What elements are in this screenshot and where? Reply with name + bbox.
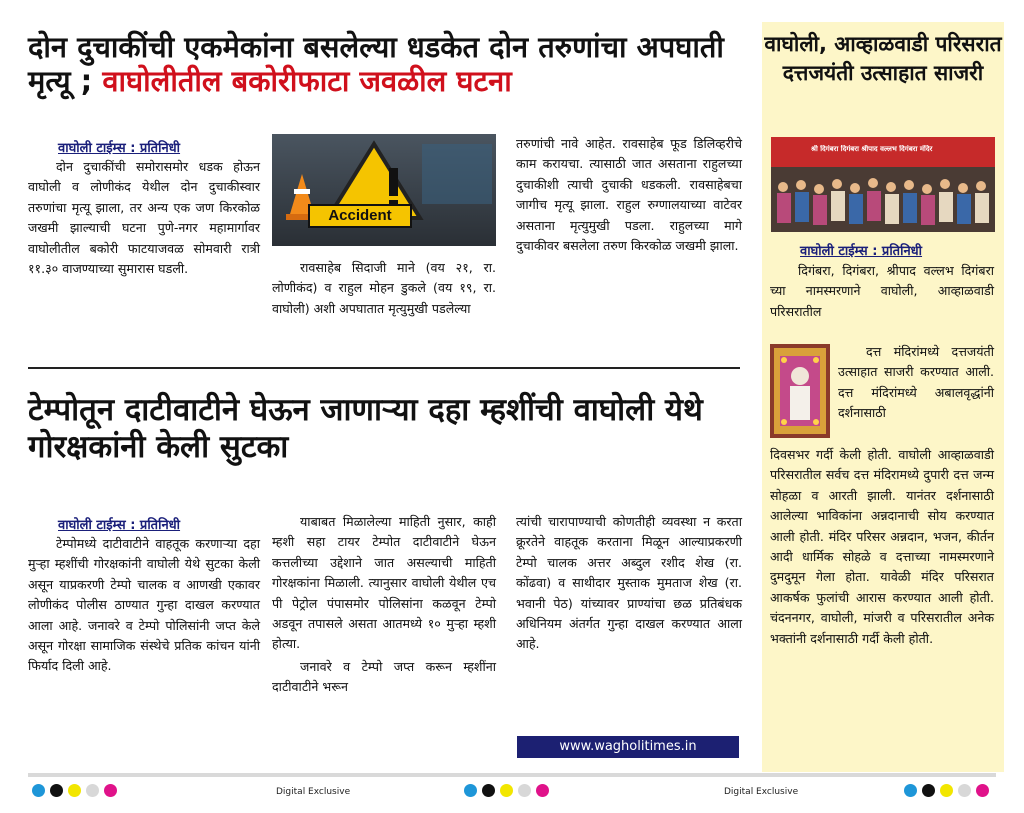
footer-label-center: Digital Exclusive [276,787,351,797]
color-dots-left [32,784,117,797]
article1-byline: वाघोली टाईम्स : प्रतिनिधी [58,141,181,156]
color-dot [536,784,549,797]
accident-photo [272,134,496,246]
article1-col2: रावसाहेब सिदाजी माने (वय २१, रा. लोणीकंद) व राहुल मोहन डुकले (वय १९, रा. वाघोली) अशी अपघातात मृत्युमुखी पडलेल्या [272,260,496,316]
sidebar-byline: वाघोली टाईम्स : प्रतिनिधी [800,244,923,259]
deity-photo [770,344,830,438]
article1-col3: तरुणांची नावे आहेत. रावसाहेब फूड डिलिव्हरीचे काम करायचा. त्यासाठी जात असताना राहुलच्या दुचाकीशी त्याची दुचाकी धडकली. रावसाहेबचा जागीच मृत्यू झाला. राहुल रुग्णालयाच्या वाटेवर असताना मृत्युमुखी पडला. राहुलच्या मागे दुचाकीवर बसलेला तरुण किरकोळ जखमी झाला. [516,136,742,254]
sidebar-wrap-text: दत्त मंदिरांमध्ये दत्तजयंती उत्साहात साजरी करण्यात आली. दत्त मंदिरांमध्ये अबालवृद्धांनी दर्शनासाठी [838,344,994,421]
section-divider [28,367,740,369]
color-dot [32,784,45,797]
article2-col3: त्यांची चारापाण्याची कोणतीही व्यवस्था न करता क्रूरतेने वाहतूक करताना मिळून आल्याप्रकरणी टेम्पो चालक अत्तर अब्दुल रशीद शेख (रा. कोंढवा) व साथीदार मुस्ताक मुमताज शेख (रा. भवानी पेठ) यांच्यावर प्राण्यांचा छळ प्रतिबंधक अधिनियम अंतर्गत गुन्हा दाखल करण्यात आला आहे. [516,514,742,652]
accident-label: Accident [308,204,412,228]
color-dot [86,784,99,797]
article2-byline: वाघोली टाईम्स : प्रतिनिधी [58,518,181,533]
temple-banner-text: श्री दिगंबरा दिगंबरा श्रीपाद वल्लभ दिगंबरा मंदिर [811,145,933,153]
color-dot [482,784,495,797]
color-dots-center [464,784,549,797]
bottom-bar [28,773,996,777]
color-dot [464,784,477,797]
article2-col1: टेम्पोमध्ये दाटीवाटीने वाहतूक करणाऱ्या दहा मुऱ्हा म्हशींची गोरक्षकांनी वाघोली येथे सुटका केली असून याप्रकरणी टेम्पो चालक व आणखी एकावर लोणीकंद पोलीस ठाण्यात गुन्हा दाखल करण्यात आला आहे. जनावरे व टेम्पो पोलिसांनी जप्त केले असून गोरक्षा सामाजिक संस्थेचे प्रतिक कांचन यांनी फिर्याद दिली आहे. [28,536,260,674]
article1-headline-main: दोन दुचाकींची एकमेकांना बसलेल्या धडकेत दोन तरुणांचा अपघाती मृत्यू ; [28,30,724,99]
article2-headline: टेम्पोतून दाटीवाटीने घेऊन जाणाऱ्या दहा म्हशींची वाघोली येथे गोरक्षकांनी केली सुटका [28,392,703,465]
article1-headline-highlight: वाघोलीतील बकोरीफाटा जवळील घटना [102,64,512,99]
color-dot [976,784,989,797]
article2-col2: याबाबत मिळालेल्या माहिती नुसार, काही म्हशी सहा टायर टेम्पोत दाटीवाटीने घेऊन कत्तलीच्या उद्देशाने जात असल्याची माहिती गोरक्षकांना मिळाली. त्यानुसार वाघोली येथील एच पी पेट्रोल पंपासमोर पोलिसांना कळवून टेम्पो अडवून तपासले असता आतमध्ये १० मुऱ्हा म्हशी होत्या. जनावरे व टेम्पो जप्त करून म्हशींना दाटीवाटीने भरून [272,514,496,695]
sidebar-headline: वाघोली, आव्हाळवाडी परिसरात दत्तजयंती उत्साहात साजरी [764,32,1002,85]
color-dots-right [904,784,989,797]
color-dot [104,784,117,797]
sidebar-body: दिवसभर गर्दी केली होती. वाघोली आव्हाळवाडी परिसरातील सर्वच दत्त मंदिरामध्ये दुपारी दत्त जन्म सोहळा व आरती झाली. यानंतर दर्शनासाठी आलेल्या भाविकांना अन्नदानाची सोय करण्यात आली होती. मंदिर परिसर अन्नदान, भजन, कीर्तन आदी धार्मिक सोहळे व दत्ताच्या नामस्मरणाने दुमदुमून गेला होता. यावेळी मंदिर परिसरात आकर्षक फुलांची आरास करण्यात आली होती. चंदननगर, वाघोली, मांजरी व परिसरातील अनेक भक्तांनी दर्शनासाठी गर्दी केली होती. [770,447,994,646]
color-dot [958,784,971,797]
crowd-photo [771,137,995,232]
color-dot [68,784,81,797]
color-dot [518,784,531,797]
article1-headline [28,30,748,98]
color-dot [940,784,953,797]
color-dot [922,784,935,797]
color-dot [500,784,513,797]
footer-label-right: Digital Exclusive [724,787,799,797]
color-dot [50,784,63,797]
article1-col1: दोन दुचाकींची समोरासमोर धडक होऊन वाघोली व लोणीकंद येथील दोन दुचाकीस्वार तरुणांचा मृत्यू झाला, तर अन्य एक जण किरकोळ जखमी झाल्याची घटना पुणे-नगर महामार्गावर वाघोलीतील बकोरी फाटयाजवळ सोमवारी रात्री ११.३० वाजण्याच्या सुमारास घडली. [28,159,260,277]
sidebar-intro: दिगंबरा, दिगंबरा, श्रीपाद वल्लभ दिगंबरा च्या नामस्मरणाने वाघोली, आव्हाळवाडी परिसरातील [770,263,994,319]
color-dot [904,784,917,797]
website-link[interactable]: www.wagholitimes.in [517,736,739,758]
